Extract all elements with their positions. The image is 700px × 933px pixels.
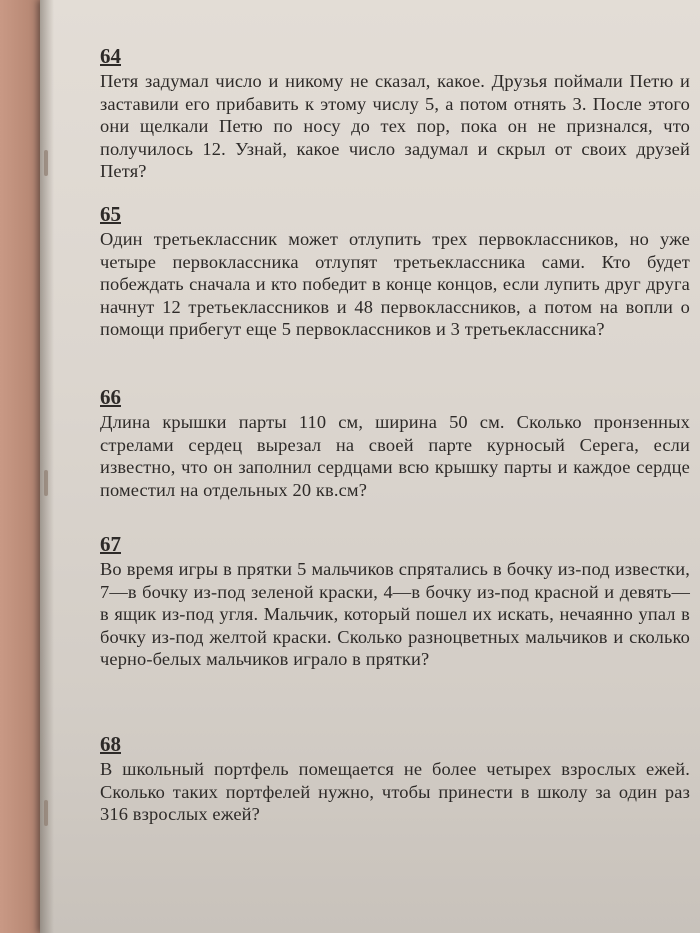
problem-text: Один третьеклассник может отлупить трех первоклассников, но уже четыре первоклассника отлупят третьеклассника сами. Кто будет побеждать сначала и кто победит в конце концов, если лупить друг друга начнут 12 третьеклассников и 48 первоклассников, а потом на вопли о помощи прибегут еще 5 первоклассников и 3 третьеклассника? [100, 229, 690, 340]
problem-number: 65 [100, 202, 121, 226]
binding-stitch [44, 150, 48, 176]
problem-67 [100, 532, 690, 671]
problem-number: 67 [100, 532, 121, 556]
problem-text: Во время игры в прятки 5 мальчиков спрятались в бочку из-под известки, 7—в бочку из-под зеленой краски, 4—в бочку из-под красной и девять—в ящик из-под угля. Мальчик, который пошел их искать, нечаянно упал в бочку из-под желтой краски. Сколько разноцветных мальчиков и сколько черно-белых мальчиков играло в прятки? [100, 559, 690, 670]
problem-66 [100, 385, 690, 501]
problem-text: Петя задумал число и никому не сказал, какое. Друзья поймали Петю и заставили его прибавить к этому числу 5, а потом отнять 3. После этого они щелкали Петю по носу до тех пор, пока он не признался, что получилось 12. Узнай, какое число задумал и скрыл от своих друзей Петя? [100, 71, 690, 182]
problem-68 [100, 732, 690, 826]
binding-stitch [44, 470, 48, 496]
binding-stitch [44, 800, 48, 826]
page-binding-shadow [40, 0, 54, 933]
problem-number: 66 [100, 385, 121, 409]
problem-64 [100, 44, 690, 183]
problem-text: Длина крышки парты 110 см, ширина 50 см. Сколько пронзенных стрелами сердец вырезал на своей парте курносый Серега, если известно, что он заполнил сердцами всю крышку парты и каждое сердце поместил на отдельных 20 кв.см? [100, 412, 690, 500]
problem-text: В школьный портфель помещается не более четырех взрослых ежей. Сколько таких портфелей нужно, чтобы принести в школу за один раз 316 взрослых ежей? [100, 759, 690, 825]
problem-65 [100, 202, 690, 341]
problem-number: 68 [100, 732, 121, 756]
problem-number: 64 [100, 44, 121, 68]
